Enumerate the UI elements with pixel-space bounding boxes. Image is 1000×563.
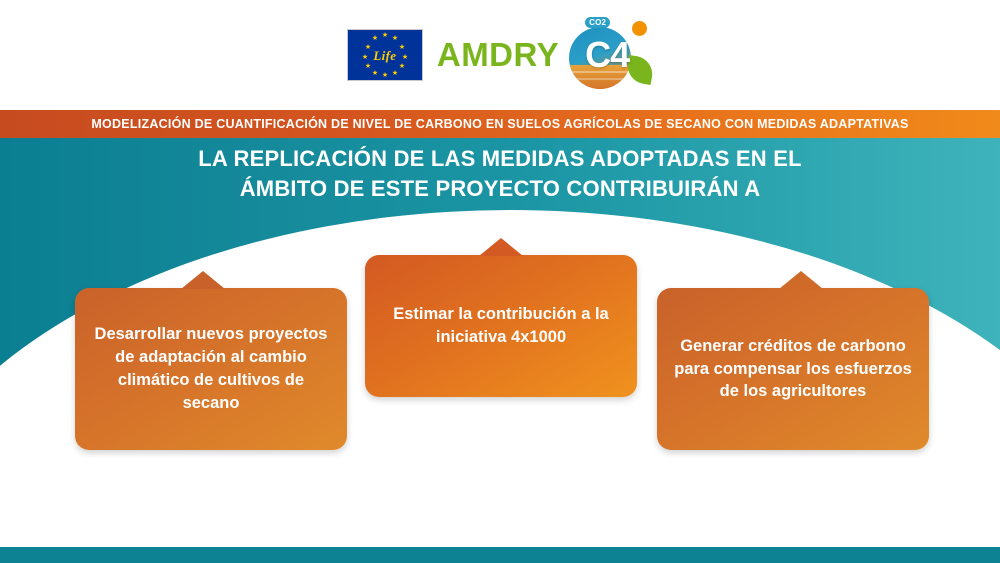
- co2-badge-label: CO2: [585, 17, 610, 28]
- project-banner: [0, 110, 1000, 138]
- callout-box-center-text: Estimar la contribución a la iniciativa 4x1000: [393, 305, 609, 346]
- logo-header: [0, 0, 1000, 110]
- bottom-teal-strip: [0, 547, 1000, 563]
- eu-flag-icon: [347, 29, 423, 81]
- callout-box-left-text: Desarrollar nuevos proyectos de adaptación al cambio climático de cultivos de secano: [94, 325, 328, 412]
- c4-badge-icon: [561, 19, 653, 91]
- eu-stars: ★ ★ ★ ★ ★ ★ ★ ★ ★ ★ ★ ★: [361, 32, 409, 79]
- amdry-c4-logo: [437, 19, 653, 91]
- pointer-arrow-icon: [779, 271, 823, 289]
- pointer-arrow-icon: [181, 271, 225, 289]
- page-title: [0, 144, 1000, 203]
- c4-label: C4: [585, 34, 630, 75]
- brand-name-text: AMDRY: [436, 36, 560, 73]
- project-banner-text: MODELIZACIÓN DE CUANTIFICACIÓN DE NIVEL DE CARBONO EN SUELOS AGRÍCOLAS DE SECANO CON MEDIDAS ADAPTATIVAS: [91, 117, 909, 131]
- callout-box-center: [365, 255, 637, 397]
- callout-box-left: [75, 288, 347, 450]
- callout-box-right: [657, 288, 929, 450]
- callout-box-right-text: Generar créditos de carbono para compensar los esfuerzos de los agricultores: [674, 336, 912, 401]
- page-title-line2: ÁMBITO DE ESTE PROYECTO CONTRIBUIRÁN A: [239, 175, 761, 201]
- life-logo-text: Life: [373, 48, 397, 63]
- page-title-line1: LA REPLICACIÓN DE LAS MEDIDAS ADOPTADAS EN EL: [198, 146, 802, 171]
- pointer-arrow-icon: [479, 238, 523, 256]
